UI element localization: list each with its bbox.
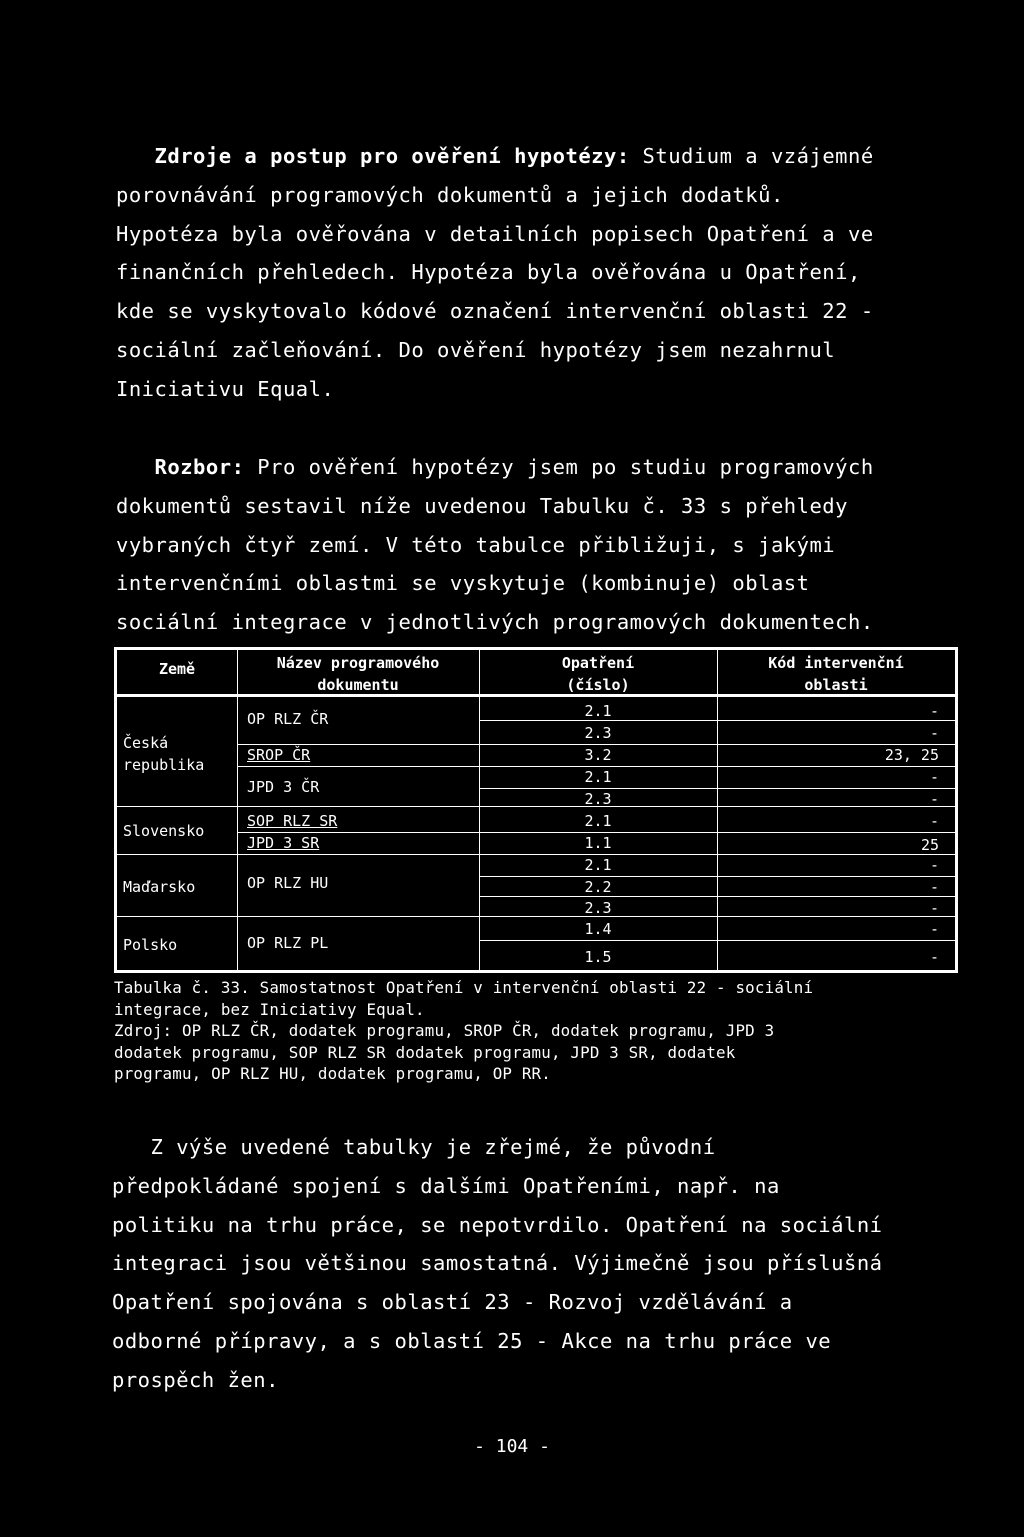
paragraph-line: porovnávání programových dokumentů a jejich dodatků.	[116, 182, 784, 207]
paragraph-line: odborné přípravy, a s oblastí 25 - Akce na trhu práce ve	[112, 1328, 832, 1353]
paragraph-sources	[116, 137, 946, 409]
code-cell: -	[929, 812, 939, 830]
paragraph-line: dokumentů sestavil níže uvedenou Tabulku č. 33 s přehledy	[116, 493, 848, 518]
paragraph-line: Z výše uvedené tabulky je zřejmé, že původní	[112, 1135, 716, 1159]
doc-srop-cr: SROP ČR	[247, 746, 311, 764]
paragraph-line: Zdroje a postup pro ověření hypotézy: Studium a vzájemné	[154, 144, 874, 168]
code-cell: -	[929, 702, 939, 720]
doc-jpd3-cr: JPD 3 ČR	[247, 778, 320, 796]
paragraph-label: Rozbor:	[154, 455, 245, 479]
doc-op-rlz-cr: OP RLZ ČR	[247, 710, 329, 728]
code-cell: -	[929, 948, 939, 966]
caption-line: programu, OP RLZ HU, dodatek programu, OP RR.	[114, 1064, 551, 1083]
header-document: Název programového dokumentu	[276, 654, 440, 694]
header-country: Země	[158, 660, 196, 678]
table-divider	[117, 854, 955, 855]
paragraph-label: Zdroje a postup pro ověření hypotézy:	[154, 144, 630, 168]
paragraph-line: Rozbor: Pro ověření hypotézy jsem po studiu programových	[154, 455, 874, 479]
code-cell: -	[929, 878, 939, 896]
measure-cell: 1.1	[584, 834, 612, 852]
code-cell: -	[929, 768, 939, 786]
paragraph-line: prospěch žen.	[112, 1367, 279, 1392]
measure-cell: 2.3	[584, 899, 612, 917]
paragraph-line: integraci jsou většinou samostatná. Výjimečně jsou příslušná	[112, 1251, 883, 1276]
table-divider	[479, 940, 955, 941]
measure-cell: 1.4	[584, 920, 612, 938]
table-divider	[237, 832, 955, 833]
paragraph-line: kde se vyskytovalo kódové označení intervenční oblasti 22 -	[116, 299, 874, 324]
paragraph-line: sociální začleňování. Do ověření hypotézy jsem nezahrnul	[116, 337, 836, 362]
country-czech-republic: Česká republika	[123, 734, 205, 774]
caption-line: dodatek programu, SOP RLZ SR dodatek programu, JPD 3 SR, dodatek	[114, 1042, 736, 1062]
country-hungary: Maďarsko	[123, 878, 196, 896]
paragraph-line: finančních přehledech. Hypotéza byla ověřována u Opatření,	[116, 260, 861, 285]
country-slovakia: Slovensko	[123, 822, 205, 840]
code-cell: -	[929, 790, 939, 808]
measure-cell: 1.5	[584, 948, 612, 966]
measure-cell: 2.3	[584, 724, 612, 742]
measures-table	[114, 647, 958, 973]
code-cell: -	[929, 724, 939, 742]
table-divider	[237, 766, 955, 767]
paragraph-line: Hypotéza byla ověřována v detailních popisech Opatření a ve	[116, 221, 874, 246]
header-measure: Opatření (číslo)	[561, 654, 635, 694]
table-caption	[114, 977, 813, 1085]
paragraph-line: předpokládané spojení s dalšími Opatřeními, např. na	[112, 1173, 780, 1198]
measure-cell: 2.3	[584, 790, 612, 808]
measure-cell: 2.1	[584, 702, 612, 720]
doc-jpd3-sr: JPD 3 SR	[247, 834, 320, 852]
paragraph-conclusion	[112, 1128, 942, 1400]
table-divider	[237, 744, 955, 745]
code-cell: 25	[920, 836, 939, 854]
paragraph-line: sociální integrace v jednotlivých programových dokumentech.	[116, 610, 874, 635]
caption-line: integrace, bez Iniciativy Equal.	[114, 999, 425, 1019]
page-number: - 104 -	[474, 1436, 550, 1457]
measure-cell: 2.1	[584, 768, 612, 786]
code-cell: -	[929, 920, 939, 938]
measure-cell: 3.2	[584, 746, 612, 764]
caption-line: Tabulka č. 33. Samostatnost Opatření v intervenční oblasti 22 - sociální	[114, 978, 814, 997]
paragraph-line: intervenčními oblastmi se vyskytuje (kombinuje) oblast	[116, 571, 810, 596]
table-divider	[479, 788, 955, 789]
doc-op-rlz-hu: OP RLZ HU	[247, 874, 329, 892]
table-divider	[237, 650, 238, 970]
code-cell: -	[929, 899, 939, 917]
country-poland: Polsko	[123, 936, 178, 954]
caption-line: Zdroj: OP RLZ ČR, dodatek programu, SROP ČR, dodatek programu, JPD 3	[114, 1021, 775, 1040]
table-divider	[479, 720, 955, 721]
paragraph-line: Iniciativu Equal.	[116, 376, 335, 401]
measure-cell: 2.1	[584, 812, 612, 830]
table-divider	[479, 896, 955, 897]
code-cell: 23, 25	[884, 746, 939, 764]
paragraph-line: politiku na trhu práce, se nepotvrdilo. Opatření na sociální	[112, 1212, 883, 1237]
header-code: Kód intervenční oblasti	[768, 654, 904, 694]
paragraph-line: vybraných čtyř zemí. V této tabulce přibližuji, s jakými	[116, 532, 836, 557]
code-cell: -	[929, 856, 939, 874]
measure-cell: 2.1	[584, 856, 612, 874]
paragraph-analysis	[116, 448, 946, 642]
doc-sop-rlz-sr: SOP RLZ SR	[247, 812, 338, 830]
table-divider	[479, 876, 955, 877]
doc-op-rlz-pl: OP RLZ PL	[247, 934, 329, 952]
paragraph-line: Opatření spojována s oblastí 23 - Rozvoj vzdělávání a	[112, 1290, 793, 1315]
measure-cell: 2.2	[584, 878, 612, 896]
